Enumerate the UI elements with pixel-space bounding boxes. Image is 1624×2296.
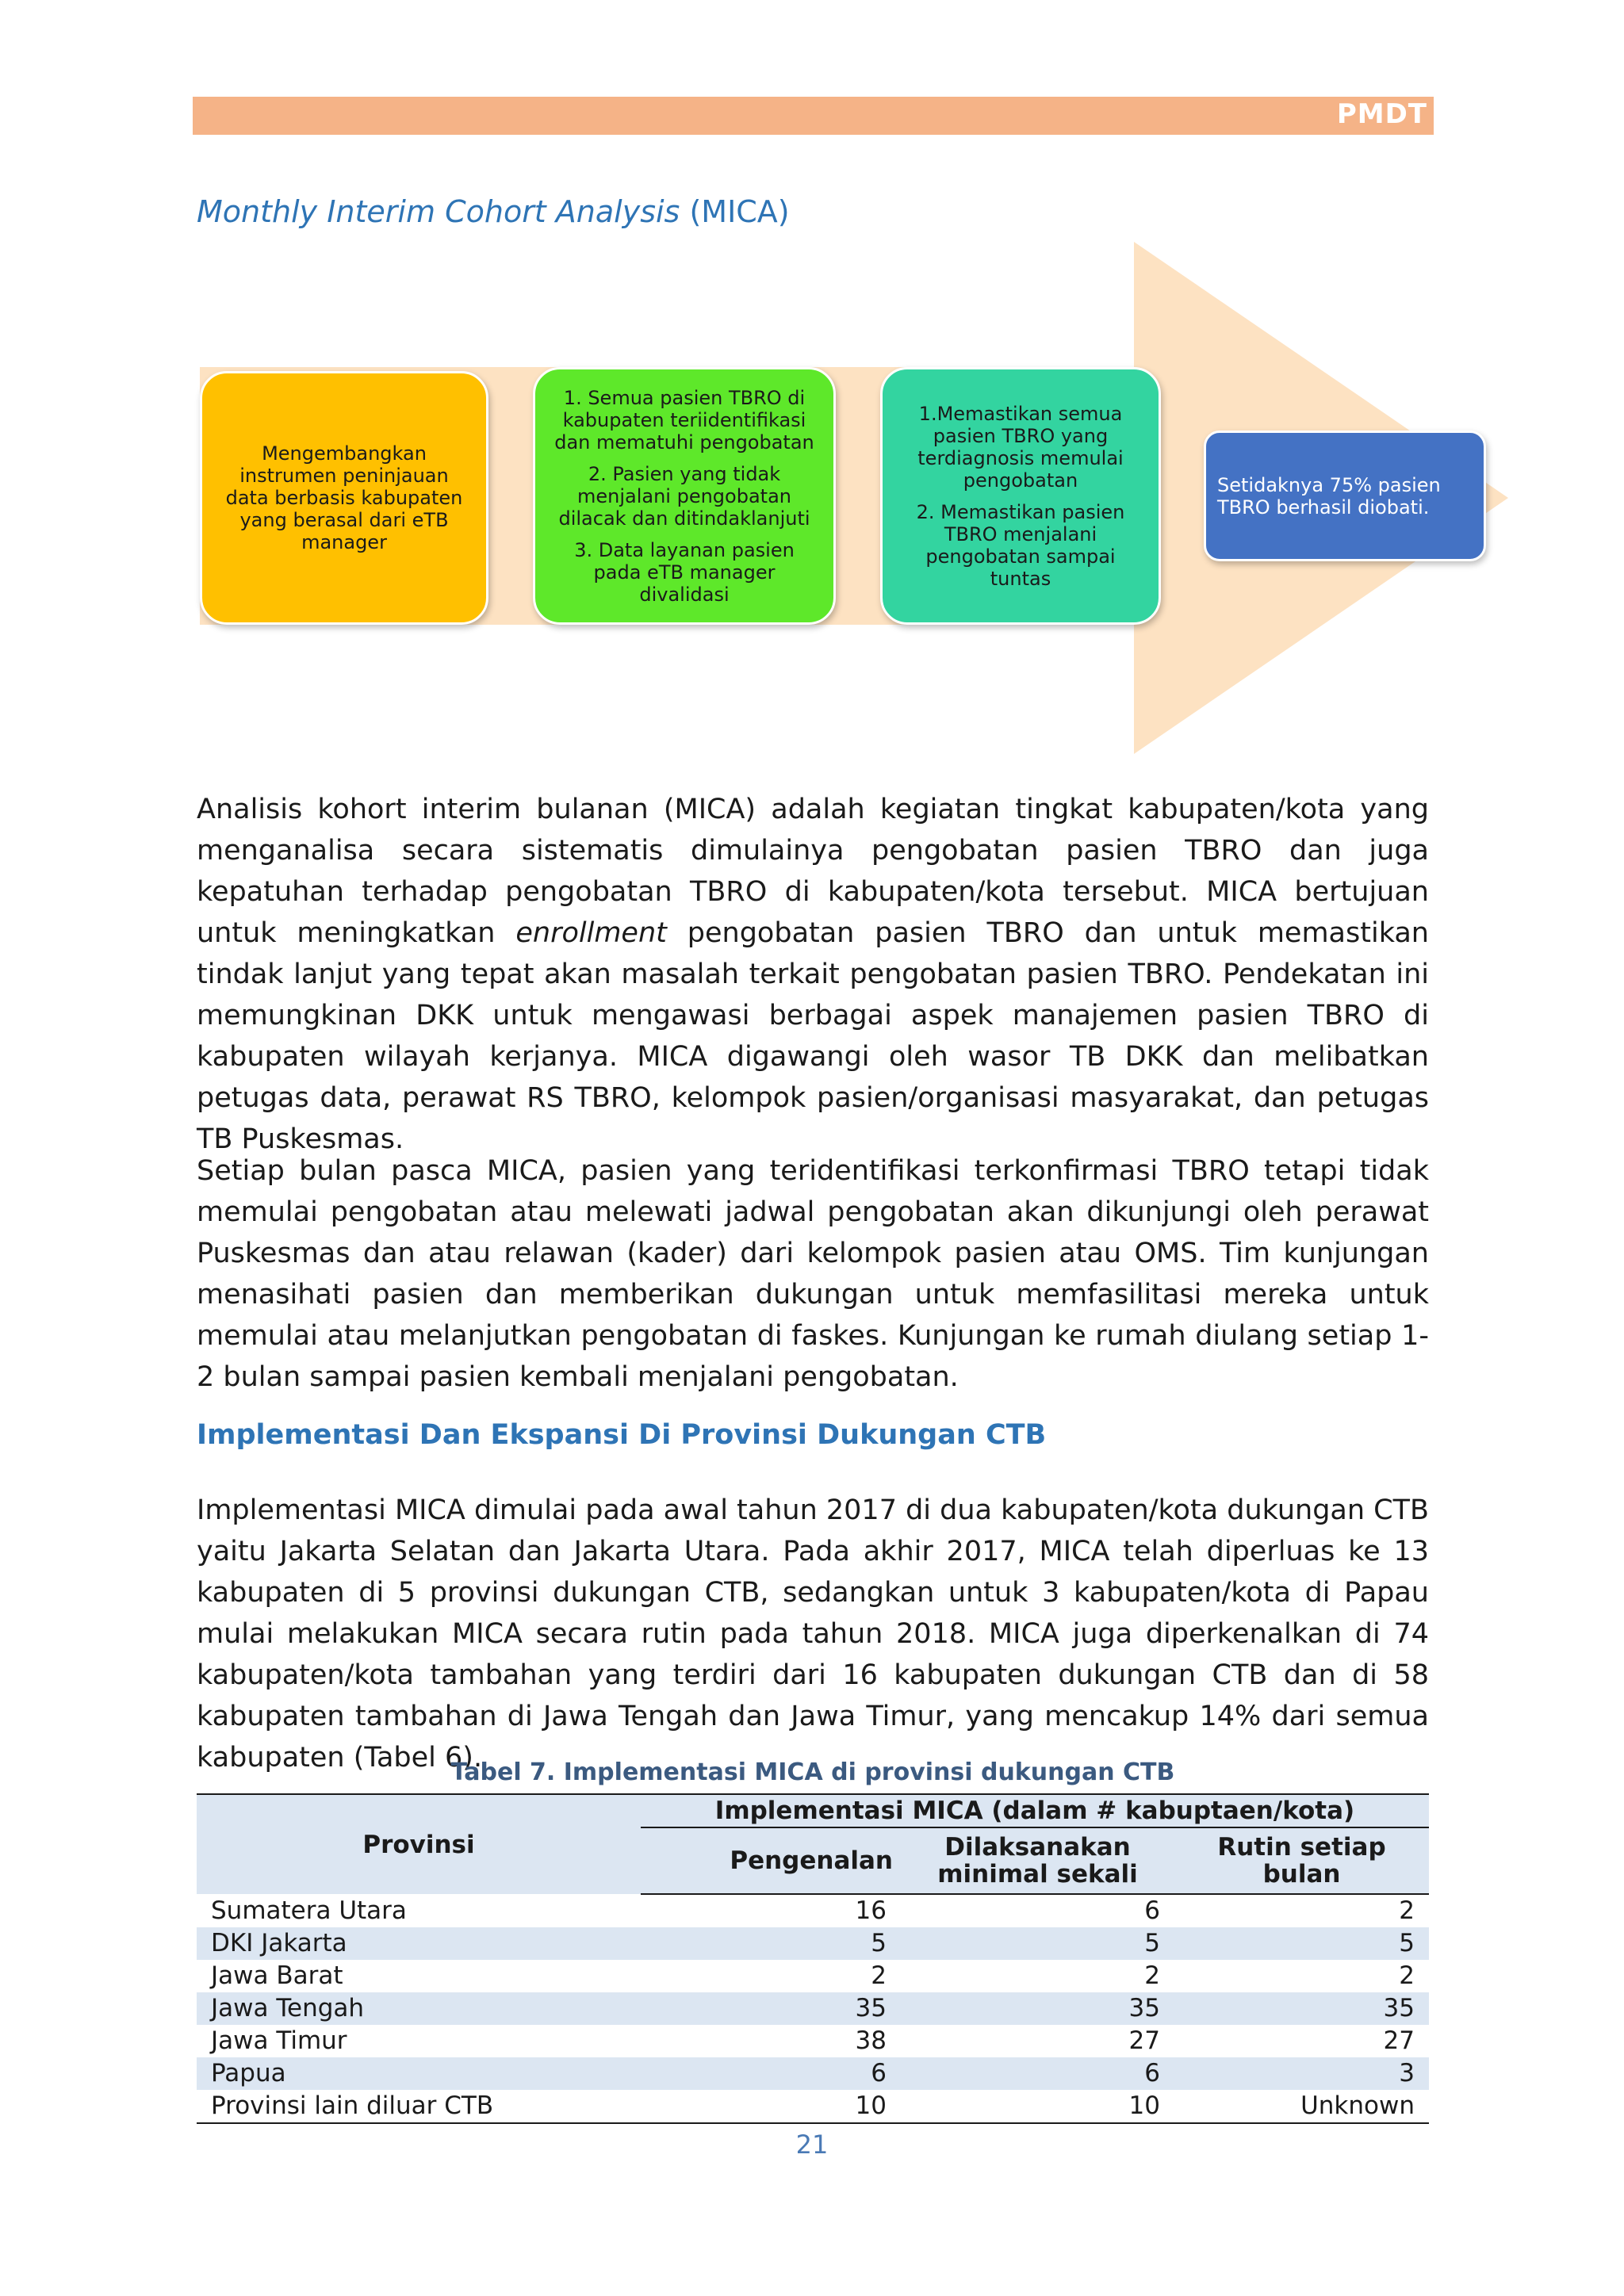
paragraph-2: Setiap bulan pasca MICA, pasien yang teridentifikasi terkonfirmasi TBRO tetapi tidak memulai pengobatan atau melewati jadwal pengobatan akan dikunjungi oleh perawat Puskesmas dan atau relawan (kader) dari kelompok pasien atau OMS. Tim kunjungan menasihati pasien dan memberikan dukungan untuk memfasilitasi mereka untuk memulai atau melanjutkan pengobatan di faskes. Kunjungan ke rumah diulang setiap 1-2 bulan sampai pasien kembali menjalani pengobatan. (197, 1155, 1429, 1393)
cell-pengenalan: 16 (855, 1896, 887, 1925)
cell-rutin: 35 (1174, 1992, 1429, 2025)
table-row (197, 1992, 1429, 2025)
table-row (197, 2090, 1429, 2123)
header-provinsi: Provinsi (197, 1794, 641, 1894)
cell-provinsi: Jawa Timur (211, 2026, 347, 2055)
diagram-box-instrument (200, 371, 488, 625)
box2-line-2: 2. Pasien yang tidak menjalani pengobatan dilacak dan ditindaklanjuti (558, 462, 810, 530)
header-rutin: Rutin setiap bulan (1174, 1827, 1429, 1894)
cell-provinsi: Provinsi lain diluar CTB (197, 2090, 641, 2123)
cell-dilaksanakan: 10 (901, 2090, 1174, 2123)
cell-provinsi: Jawa Barat (211, 1961, 343, 1990)
table-row (197, 2025, 1429, 2057)
cell-rutin: 3 (1174, 2057, 1429, 2090)
paragraph-3: Implementasi MICA dimulai pada awal tahun 2017 di dua kabupaten/kota dukungan CTB yaitu Jakarta Selatan dan Jakarta Utara. Pada akhir 2017, MICA telah diperluas ke 13 kabupaten di 5 provinsi dukungan CTB, sedangkan untuk 3 kabupaten/kota di Papau mulai melakukan MICA secara rutin pada tahun 2018. MICA juga diperkenalkan di 74 kabupaten/kota tambahan yang terdiri dari 16 kabupaten dukungan CTB dan di 58 kabupaten tambahan di Jawa Tengah dan Jawa Timur, yang mencakup 14% dari semua kabupaten (Tabel 6). (197, 1494, 1430, 1774)
header-label: PMDT (1336, 98, 1427, 130)
box4-line: Setidaknya 75% pasien TBRO berhasil diobati. (1217, 473, 1441, 519)
cell-provinsi: DKI Jakarta (197, 1927, 641, 1960)
box3-line-2: 2. Memastikan pasien TBRO menjalani pengobatan sampai tuntas (916, 500, 1125, 590)
paragraph-1 (197, 789, 1429, 1160)
cell-pengenalan: 6 (641, 2057, 901, 2090)
table-row (197, 1894, 1429, 1927)
cell-dilaksanakan: 2 (1144, 1961, 1160, 1990)
cell-provinsi: Jawa Tengah (197, 1992, 641, 2025)
section-title-italic: Monthly Interim Cohort Analysis (197, 194, 680, 229)
cell-pengenalan: 10 (641, 2090, 901, 2123)
cell-pengenalan: 5 (641, 1927, 901, 1960)
paragraph-1-part-b: pengobatan pasien TBRO dan untuk memastikan tindak lanjut yang tepat akan masalah terkait pengobatan pasien TBRO. Pendekatan ini memungkinan DKK untuk mengawasi berbagai aspek manajemen pasien TBRO di kabupaten wilayah kerjanya. MICA digawangi oleh wasor TB DKK dan melibatkan petugas data, perawat RS TBRO, kelompok pasien/organisasi masyarakat, dan petugas TB Puskesmas. (197, 917, 1429, 1155)
table-caption: Tabel 7. Implementasi MICA di provinsi dukungan CTB (450, 1758, 1175, 1786)
cell-rutin: Unknown (1174, 2090, 1429, 2123)
cell-provinsi: Sumatera Utara (211, 1896, 407, 1925)
page-number: 21 (795, 2130, 829, 2160)
header-group: Implementasi MICA (dalam # kabuptaen/kota) (641, 1794, 1429, 1827)
cell-dilaksanakan: 5 (901, 1927, 1174, 1960)
box3-line-1: 1.Memastikan semua pasien TBRO yang terdiagnosis memulai pengobatan (917, 402, 1124, 492)
cell-provinsi: Papua (197, 2057, 641, 2090)
box2-line-3: 3. Data layanan pasien pada eTB manager divalidasi (574, 538, 795, 606)
diagram-box-ensure (880, 367, 1161, 625)
cell-rutin: 27 (1383, 2026, 1415, 2055)
cell-dilaksanakan: 27 (1128, 2026, 1160, 2055)
cell-rutin: 2 (1399, 1961, 1415, 1990)
box2-line-1: 1. Semua pasien TBRO di kabupaten teriidentifikasi dan mematuhi pengobatan (554, 386, 814, 453)
cell-pengenalan: 38 (855, 2026, 887, 2055)
cell-rutin: 2 (1399, 1896, 1415, 1925)
box1-line: Mengembangkan instrumen peninjauan data berbasis kabupaten yang berasal dari eTB manager (225, 442, 463, 553)
diagram-box-patients (533, 367, 836, 625)
mica-table (197, 1793, 1429, 2124)
cell-rutin: 5 (1174, 1927, 1429, 1960)
cell-dilaksanakan: 6 (1144, 1896, 1160, 1925)
paragraph-1-italic: enrollment (515, 917, 667, 949)
header-dilaksanakan: Dilaksanakan minimal sekali (901, 1827, 1174, 1894)
header-pengenalan: Pengenalan (641, 1827, 901, 1894)
table-row (197, 2057, 1429, 2090)
subheading: Implementasi Dan Ekspansi Di Provinsi Dukungan CTB (197, 1419, 1047, 1451)
cell-dilaksanakan: 35 (901, 1992, 1174, 2025)
table-row (197, 1927, 1429, 1960)
section-title-acronym: (MICA) (689, 194, 790, 229)
cell-dilaksanakan: 6 (901, 2057, 1174, 2090)
diagram-box-target (1204, 430, 1486, 561)
cell-pengenalan: 35 (641, 1992, 901, 2025)
paragraph-1-part-a: Analisis kohort interim bulanan (MICA) adalah kegiatan tingkat kabupaten/kota yang menganalisa secara sistematis dimulainya pengobatan pasien TBRO dan juga kepatuhan terhadap pengobatan TBRO di kabupaten/kota tersebut. MICA bertujuan untuk meningkatkan (197, 794, 1429, 949)
table-row (197, 1960, 1429, 1992)
cell-pengenalan: 2 (871, 1961, 887, 1990)
